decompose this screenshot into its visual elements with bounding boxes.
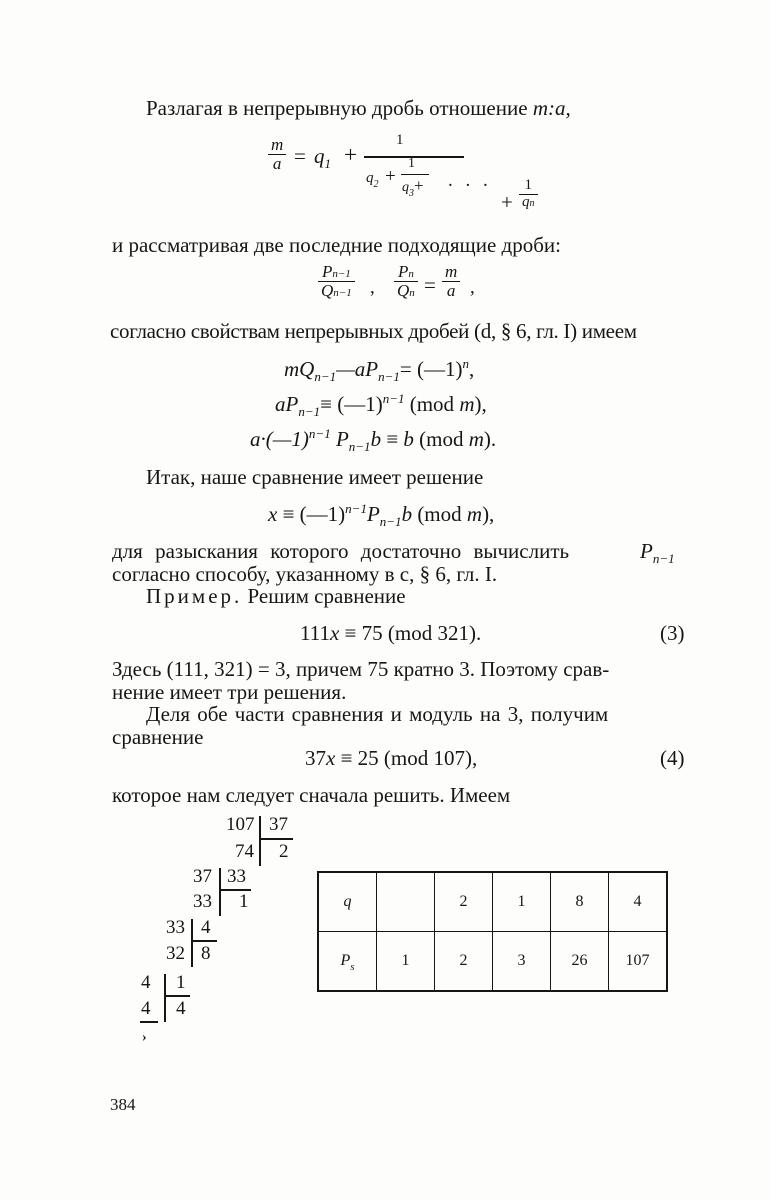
- table-cell: 2: [435, 932, 493, 992]
- cf-qn-num: 1: [519, 178, 538, 195]
- conv1-num: Pn−1: [318, 263, 355, 282]
- table-label-q: q: [318, 872, 377, 932]
- conv-comma: ,: [370, 277, 375, 298]
- properties-line: согласно свойствам непрерывных дробей (d, § 6, гл. I) имеем: [110, 319, 637, 343]
- euclid-division: [0, 0, 320, 1060]
- cf-bar2: [401, 174, 429, 175]
- cf-dots: . . .: [448, 170, 492, 191]
- div-vline-1: [259, 816, 261, 866]
- cf-one1: 1: [396, 132, 404, 148]
- div-37b: 37: [193, 866, 212, 887]
- table-row-q: [318, 872, 667, 932]
- cf-plus2: +: [385, 166, 396, 187]
- equation-1: $mQ_{n-1}—aP_{n-1}=$ (—1)$^n$,: [284, 356, 475, 384]
- cf-q2: $q_2$: [366, 170, 379, 190]
- convergents: [318, 263, 498, 309]
- table-cell: 8: [551, 872, 609, 932]
- div-33b: 33: [193, 891, 212, 912]
- div-2: 2: [279, 841, 289, 862]
- cf-lhs-num: m: [268, 136, 286, 155]
- table-cell: 26: [551, 932, 609, 992]
- convergents-table: [317, 871, 668, 992]
- div-37a: 37: [269, 814, 288, 835]
- div-hline-5: [140, 1021, 158, 1023]
- div-33a: 33: [227, 866, 246, 887]
- equation-2: $aP_{n-1}\equiv$ (—1)$^{n-1}$ (mod m),: [275, 391, 487, 419]
- div-hline-4: [164, 995, 190, 997]
- div-4c: 4: [141, 998, 151, 1019]
- ratio-text: m:a,: [532, 96, 571, 120]
- intro-text: Разлагая в непрерывную дробь отношение: [146, 96, 528, 120]
- label-3: (3): [660, 621, 685, 645]
- table-cell: 4: [609, 872, 668, 932]
- cf-q1: $q_1$: [314, 144, 331, 171]
- div-8: 8: [201, 943, 211, 964]
- div-4a: 4: [201, 917, 211, 938]
- conv-eq: =: [424, 273, 436, 297]
- find-line-2: согласно способу, указанному в c, § 6, гл. I.: [112, 562, 498, 586]
- conv-end: ,: [470, 277, 475, 298]
- table-label-ps: $P_s$: [318, 932, 377, 992]
- cf-q3: $q_3+$: [402, 176, 424, 199]
- conv3-den: a: [446, 280, 456, 300]
- table-cell: [377, 872, 435, 932]
- div-1b: 1: [176, 972, 186, 993]
- table-cell: 3: [493, 932, 551, 992]
- div-33c: 33: [166, 917, 185, 938]
- cf-plus1: +: [344, 142, 357, 167]
- div-1a: 1: [239, 891, 249, 912]
- convergents-intro: и рассматривая две последние подходящие дроби:: [112, 233, 561, 257]
- table-cell: 1: [493, 872, 551, 932]
- div-mark: ›: [142, 1030, 147, 1045]
- div-hline-1: [259, 838, 293, 840]
- table-row-ps: [318, 932, 667, 992]
- cf-lhs-den: a: [272, 153, 282, 173]
- conv2-num: Pn: [394, 263, 418, 282]
- div-4d: 4: [176, 998, 186, 1019]
- solve-line: которое нам следует сначала решить. Имеем: [112, 783, 511, 807]
- conv3-num: m: [442, 263, 460, 282]
- divide-line-1: Деля обе части сравнения и модуль на 3, получим: [146, 702, 609, 726]
- conv2-den: Qn: [397, 280, 415, 300]
- itak-line: Итак, наше сравнение имеет решение: [146, 465, 484, 489]
- congruence-3: 111x ≡ 75 (mod 321).: [300, 621, 482, 645]
- cf-plus3: +: [501, 190, 513, 214]
- cf-qn-den: qn: [522, 193, 535, 210]
- page-number: 384: [110, 1095, 136, 1114]
- div-74: 74: [235, 841, 254, 862]
- find-p: $P_{n-1}$: [640, 539, 675, 566]
- example-line: Пример. Решим сравнение: [146, 584, 406, 608]
- cf-one2: 1: [408, 156, 415, 171]
- divide-line-2: сравнение: [112, 725, 204, 749]
- div-107: 107: [226, 814, 255, 835]
- div-32: 32: [166, 943, 185, 964]
- solution-equation: $x \equiv (—1)^{n-1}P_{n-1}b$ (mod m),: [268, 501, 495, 529]
- table-cell: 1: [377, 932, 435, 992]
- label-4: (4): [660, 746, 685, 770]
- cf-eq: =: [294, 144, 306, 168]
- div-4b: 4: [141, 972, 151, 993]
- div-hline-3: [191, 940, 217, 942]
- here-line-2: нение имеет три решения.: [112, 680, 347, 704]
- div-vline-4: [164, 974, 166, 1022]
- equation-3: a·(—1)$^{n-1}$ $P_{n-1}b \equiv b$ (mod m).: [250, 426, 497, 454]
- div-vline-3: [191, 919, 193, 967]
- find-line-1: для разыскания которого достаточно вычислить: [112, 539, 570, 563]
- table-cell: 2: [435, 872, 493, 932]
- conv1-den: Qn−1: [321, 280, 352, 300]
- congruence-4: 37x ≡ 25 (mod 107),: [305, 746, 478, 770]
- table-cell: 107: [609, 932, 668, 992]
- div-vline-2: [219, 868, 221, 916]
- here-line-1: Здесь (111, 321) = 3, причем 75 кратно 3. Поэтому срав-: [112, 657, 610, 681]
